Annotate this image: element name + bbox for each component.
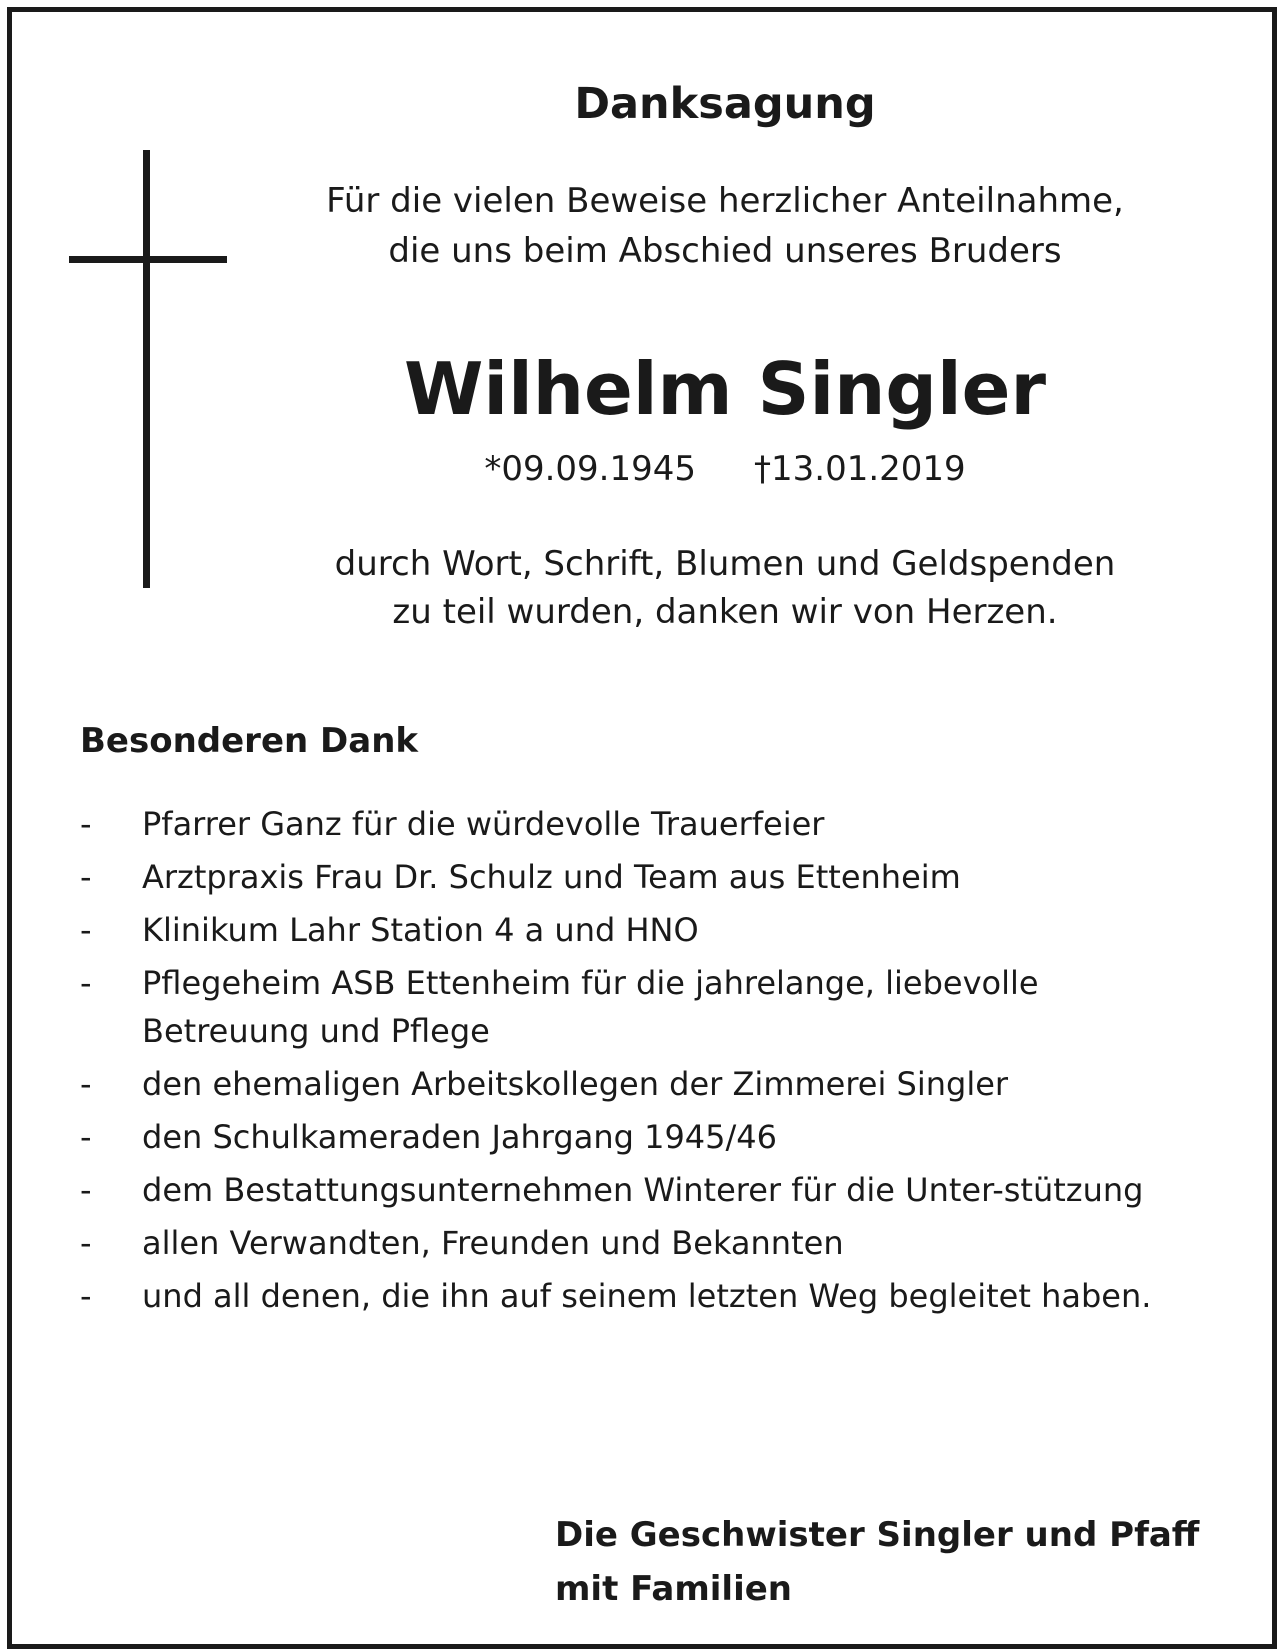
list-bullet: - — [80, 964, 92, 1002]
intro-text — [240, 176, 1210, 276]
list-item — [80, 1272, 1195, 1320]
list-bullet: - — [80, 805, 92, 843]
list-item — [80, 906, 1195, 954]
list-item — [80, 1166, 1195, 1214]
list-item — [80, 959, 1195, 1055]
signature-line-1: Die Geschwister Singler und Pfaff — [555, 1515, 1200, 1555]
cross-vertical-bar — [143, 150, 150, 588]
special-thanks-title: Besonderen Dank — [80, 721, 419, 761]
list-item-text: allen Verwandten, Freunden und Bekannten — [142, 1224, 844, 1262]
intro-line-2: die uns beim Abschied unseres Bruders — [388, 231, 1062, 271]
list-bullet: - — [80, 858, 92, 896]
list-item — [80, 853, 1195, 901]
death-date: †13.01.2019 — [754, 449, 966, 489]
list-bullet: - — [80, 1118, 92, 1156]
special-thanks-list — [80, 800, 1195, 1325]
deceased-name: Wilhelm Singler — [404, 347, 1046, 431]
list-item-text: dem Bestattungsunternehmen Winterer für die Unter-stützung — [142, 1171, 1144, 1209]
list-bullet: - — [80, 911, 92, 949]
signature — [555, 1508, 1199, 1616]
list-item — [80, 1219, 1195, 1267]
outro-line-2: zu teil wurden, danken wir von Herzen. — [392, 592, 1058, 632]
list-item — [80, 1113, 1195, 1161]
birth-date: *09.09.1945 — [484, 449, 696, 489]
cross-horizontal-bar — [69, 256, 227, 263]
list-item-text: Klinikum Lahr Station 4 a und HNO — [142, 911, 699, 949]
list-item — [80, 800, 1195, 848]
intro-line-1: Für die vielen Beweise herzlicher Anteilnahme, — [326, 181, 1124, 221]
outro-line-1: durch Wort, Schrift, Blumen und Geldspenden — [334, 544, 1116, 584]
list-item-text: Arztpraxis Frau Dr. Schulz und Team aus Ettenheim — [142, 858, 961, 896]
list-bullet: - — [80, 1277, 92, 1315]
list-item-text: und all denen, die ihn auf seinem letzten Weg begleitet haben. — [142, 1277, 1152, 1315]
list-bullet: - — [80, 1065, 92, 1103]
signature-line-2: mit Familien — [555, 1569, 793, 1609]
list-item-text: den ehemaligen Arbeitskollegen der Zimmerei Singler — [142, 1065, 1009, 1103]
outro-text — [240, 540, 1210, 636]
list-item-text: den Schulkameraden Jahrgang 1945/46 — [142, 1118, 778, 1156]
life-dates — [240, 444, 1210, 494]
list-item — [80, 1060, 1195, 1108]
list-item-text: Pflegeheim ASB Ettenheim für die jahrelange, liebevolle Betreuung und Pflege — [142, 964, 1039, 1050]
list-item-text: Pfarrer Ganz für die würdevolle Trauerfeier — [142, 805, 825, 843]
notice-heading: Danksagung — [574, 79, 876, 129]
list-bullet: - — [80, 1224, 92, 1262]
list-bullet: - — [80, 1171, 92, 1209]
